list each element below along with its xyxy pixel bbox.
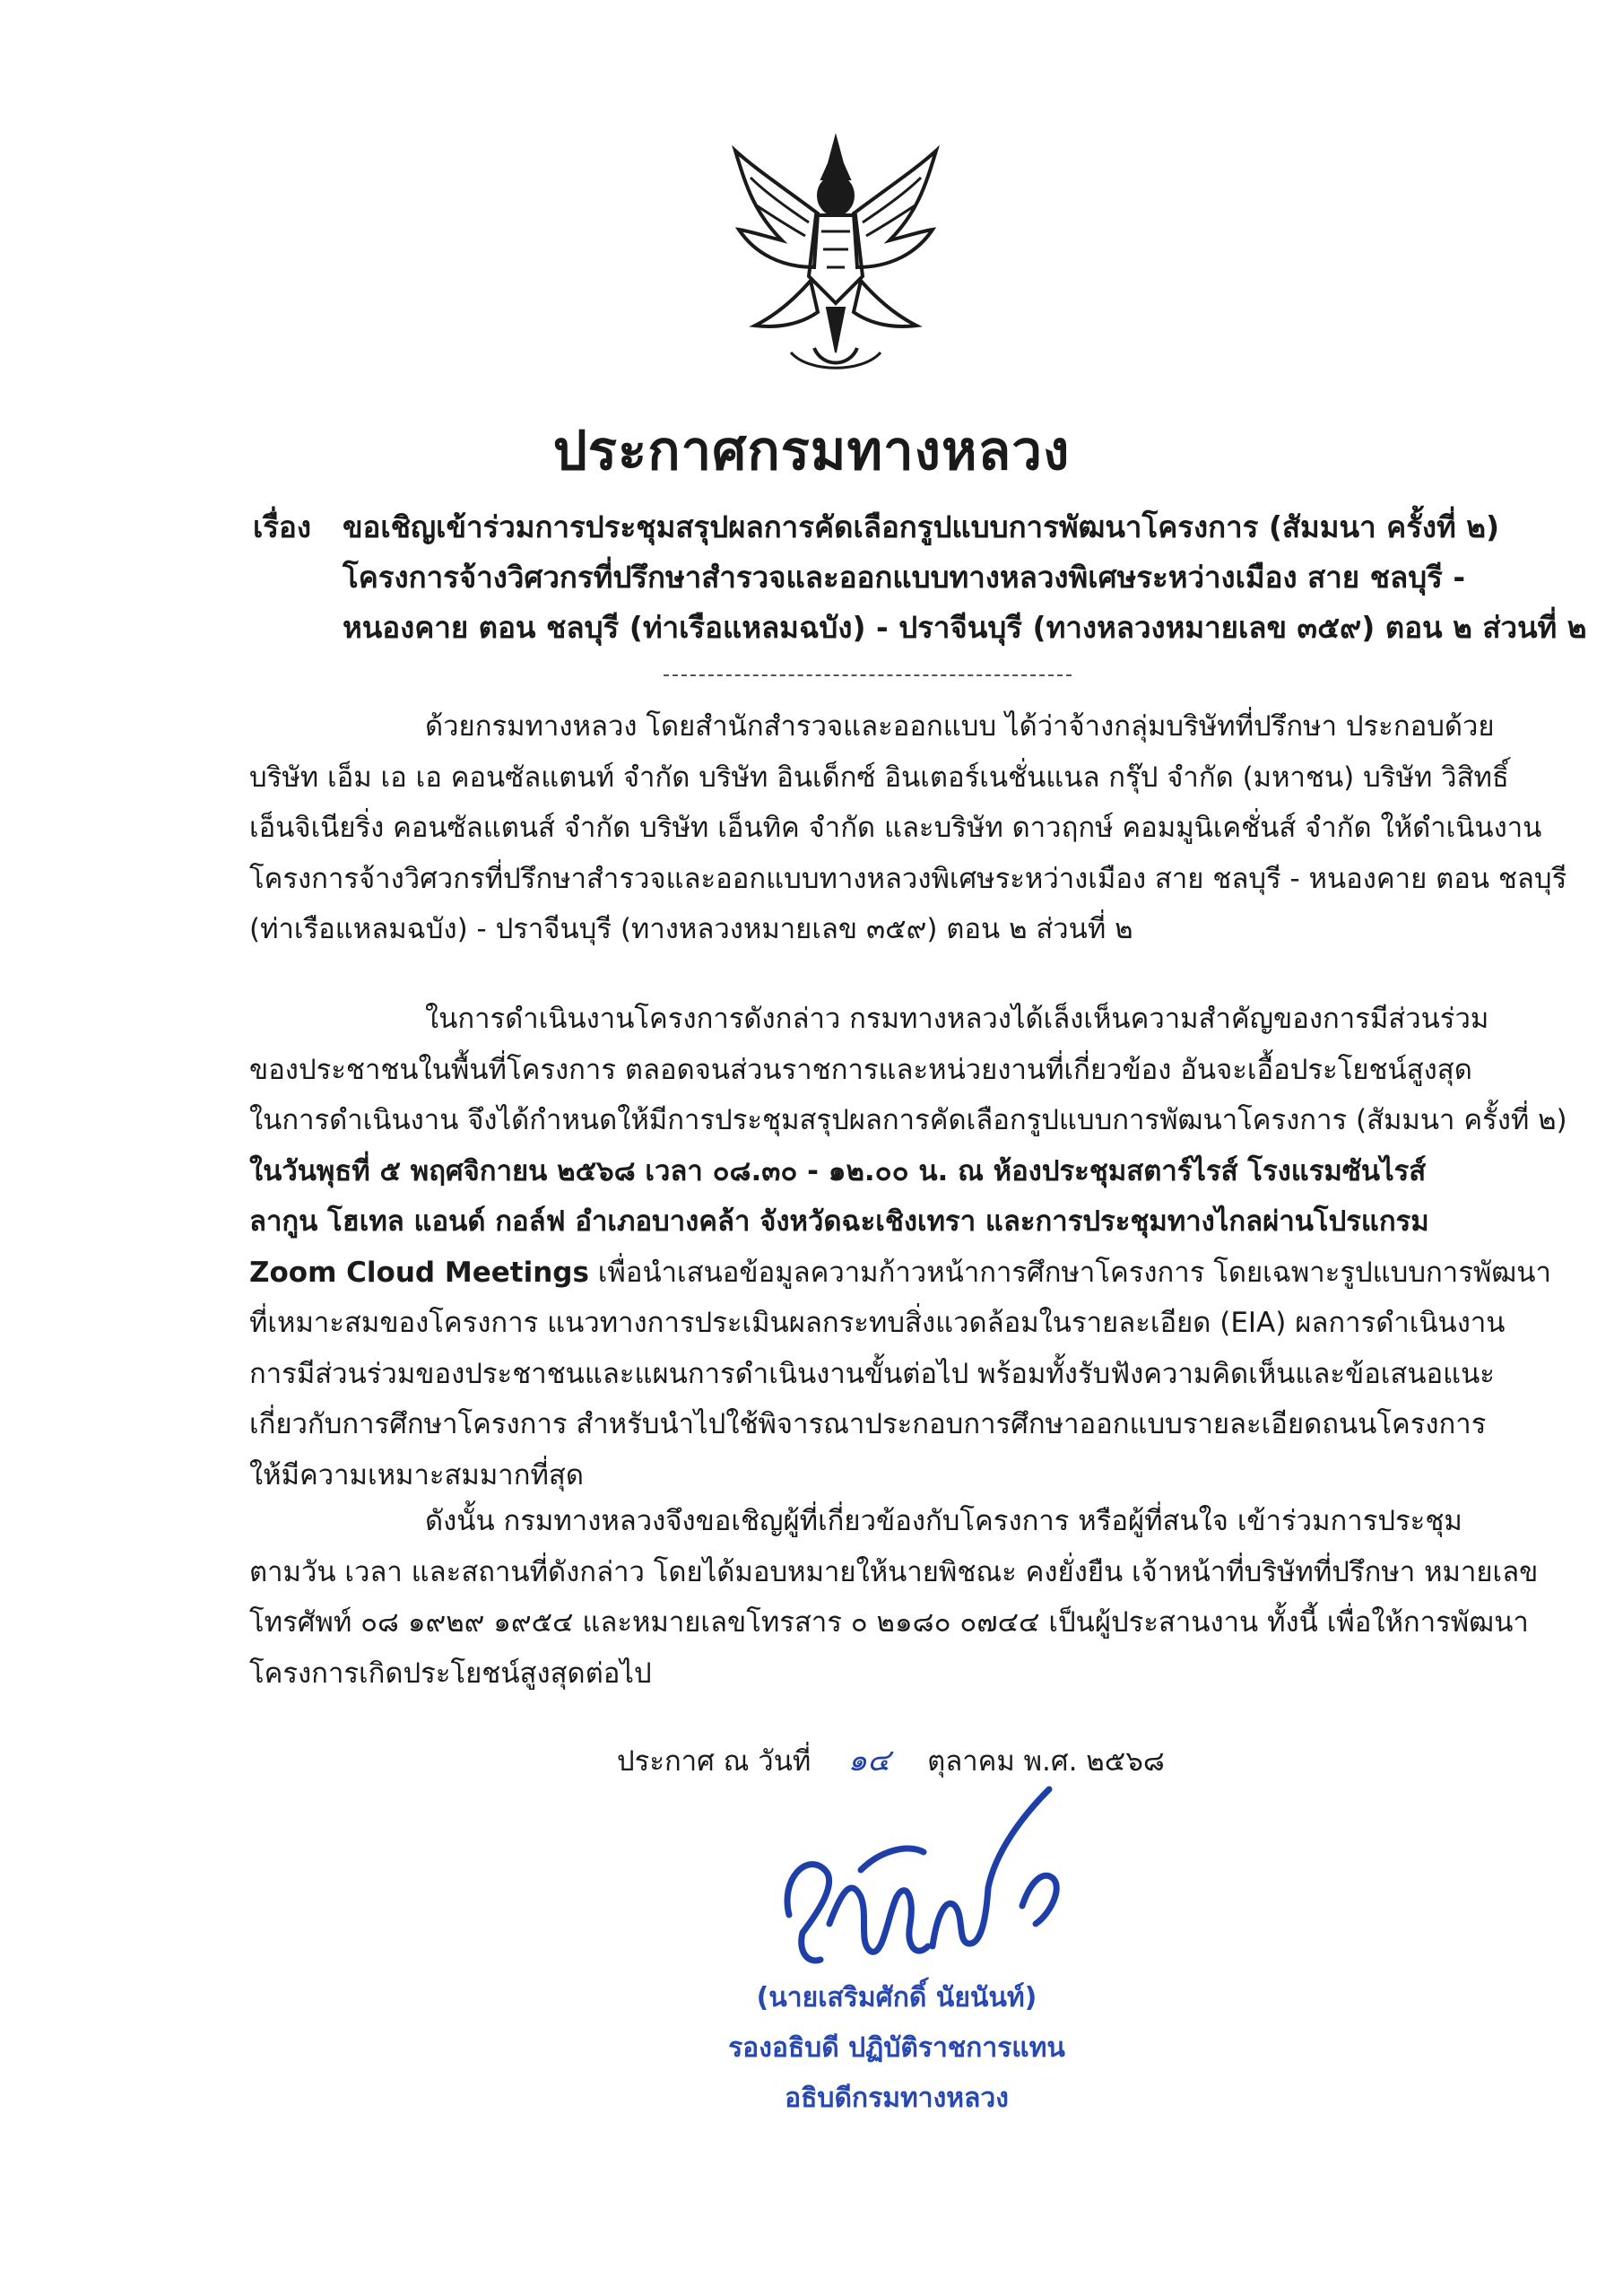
garuda-emblem-icon: [728, 133, 943, 384]
text-line: ตามวัน เวลา และสถานที่ดังกล่าว โดยได้มอบหมายให้นายพิชณะ คงยั่งยืน เจ้าหน้าที่บริษัทที่ปรึกษา หมายเลข: [249, 1555, 1539, 1588]
paragraph-2: [249, 994, 1567, 1500]
text-line: ดังนั้น กรมทางหลวงจึงขอเชิญผู้ที่เกี่ยวข้องกับโครงการ หรือผู้ที่สนใจ เข้าร่วมการประชุม: [425, 1505, 1462, 1537]
subject-text: [343, 502, 1587, 653]
text-line: ที่เหมาะสมของโครงการ แนวทางการประเมินผลกระทบสิ่งแวดล้อมในรายละเอียด (EIA) ผลการดำเนินงาน: [249, 1307, 1506, 1339]
signatory-position: รองอธิบดี ปฏิบัติราชการแทน: [728, 2032, 1065, 2064]
zoom-name: Zoom Cloud Meetings: [249, 1256, 589, 1289]
signatory-department: อธิบดีกรมทางหลวง: [785, 2083, 1009, 2114]
text-line: โทรศัพท์ ๐๘ ๑๙๒๙ ๑๙๕๔ และหมายเลขโทรสาร ๐ ๒๑๘๐ ๐๗๔๔ เป็นผู้ประสานงาน ทั้งนี้ เพื่อให้การพัฒนา: [249, 1606, 1529, 1639]
date-prefix: ประกาศ ณ วันที่: [617, 1745, 812, 1778]
subject-label: เรื่อง: [253, 509, 311, 544]
handwritten-signature: [753, 1780, 1076, 1996]
subject-line: ขอเชิญเข้าร่วมการประชุมสรุปผลการคัดเลือกรูปแบบการพัฒนาโครงการ (สัมมนา ครั้งที่ ๒): [343, 509, 1500, 544]
subject-line: หนองคาย ตอน ชลบุรี (ท่าเรือแหลมฉบัง) - ปราจีนบุรี (ทางหลวงหมายเลข ๓๕๙) ตอน ๒ ส่วนที่ ๒: [343, 610, 1587, 645]
document-title: ประกาศกรมทางหลวง: [552, 420, 1071, 483]
text-fragment: เพื่อนำเสนอข้อมูลความก้าวหน้าการศึกษาโครงการ โดยเฉพาะรูปแบบการพัฒนา: [588, 1256, 1551, 1289]
text-line: เกี่ยวกับการศึกษาโครงการ สำหรับนำไปใช้พิจารณาประกอบการศึกษาออกแบบรายละเอียดถนนโครงการ: [249, 1408, 1487, 1440]
text-line: [249, 1248, 1551, 1299]
text-line: ในการดำเนินงานโครงการดังกล่าว กรมทางหลวงได้เล็งเห็นความสำคัญของการมีส่วนร่วม: [425, 1003, 1489, 1035]
text-line: ให้มีความเหมาะสมมากที่สุด: [249, 1458, 584, 1492]
text-line-meeting-date: ในวันพุธที่ ๕ พฤศจิกายน ๒๕๖๘ เวลา ๐๘.๓๐ - ๑๒.๐๐ น. ณ ห้องประชุมสตาร์ไรส์ โรงแรมซันไรส์: [249, 1154, 1427, 1187]
text-line: ในการดำเนินงาน จึงได้กำหนดให้มีการประชุมสรุปผลการคัดเลือกรูปแบบการพัฒนาโครงการ (สัมมนา ครั้งที่ ๒): [249, 1104, 1567, 1136]
text-line: (ท่าเรือแหลมฉบัง) - ปราจีนบุรี (ทางหลวงหมายเลข ๓๕๙) ตอน ๒ ส่วนที่ ๒: [249, 913, 1133, 945]
announcement-date: [617, 1735, 1165, 1784]
signatory-block: [699, 1973, 1094, 2124]
date-day: ๑๔: [847, 1743, 890, 1779]
paragraph-3: [249, 1496, 1539, 1699]
signatory-name: (นายเสริมศักดิ์ นัยนันท์): [756, 1982, 1037, 2013]
text-line: เอ็นจิเนียริ่ง คอนซัลแตนส์ จำกัด บริษัท เอ็นทิค จำกัด และบริษัท ดาวฤกษ์ คอมมูนิเคชั่นส์ จำกัด ให้ดำเนินงาน: [249, 812, 1542, 844]
subject-line: โครงการจ้างวิศวกรที่ปรึกษาสำรวจและออกแบบทางหลวงพิเศษระหว่างเมือง สาย ชลบุรี -: [343, 560, 1466, 595]
text-line: โครงการจ้างวิศวกรที่ปรึกษาสำรวจและออกแบบทางหลวงพิเศษระหว่างเมือง สาย ชลบุรี - หนองคาย ตอน ชลบุรี: [249, 862, 1567, 895]
text-line: ของประชาชนในพื้นที่โครงการ ตลอดจนส่วนราชการและหน่วยงานที่เกี่ยวข้อง อันจะเอื้อประโยชน์สูงสุด: [249, 1053, 1472, 1086]
text-line: บริษัท เอ็ม เอ เอ คอนซัลแตนท์ จำกัด บริษัท อินเด็กซ์ อินเตอร์เนชั่นแนล กรุ๊ป จำกัด (มหาชน) บริษัท วิสิทธิ์: [249, 761, 1509, 794]
text-line: ด้วยกรมทางหลวง โดยสำนักสำรวจและออกแบบ ได้ว่าจ้างกลุ่มบริษัทที่ปรึกษา ประกอบด้วย: [425, 710, 1495, 743]
date-month-year: ตุลาคม พ.ศ. ๒๕๖๘: [927, 1745, 1165, 1778]
text-line-meeting-venue: ลากูน โฮเทล แอนด์ กอล์ฟ อำเภอบางคล้า จังหวัดฉะเชิงเทรา และการประชุมทางไกลผ่านโปรแกรม: [249, 1205, 1429, 1238]
separator-rule: [664, 674, 1072, 676]
paragraph-1: [249, 701, 1567, 955]
text-line: การมีส่วนร่วมของประชาชนและแผนการดำเนินงานขั้นต่อไป พร้อมทั้งรับฟังความคิดเห็นและข้อเสนอแนะ: [249, 1357, 1495, 1390]
text-line: โครงการเกิดประโยชน์สูงสุดต่อไป: [249, 1657, 652, 1690]
